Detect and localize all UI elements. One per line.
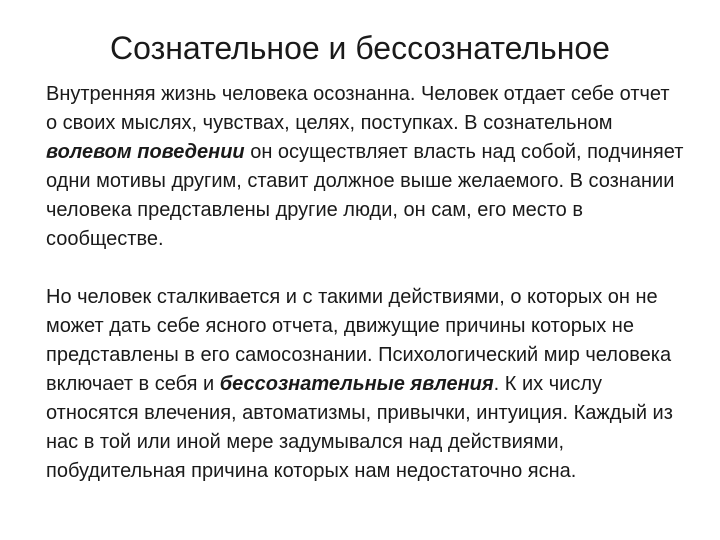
paragraph-unconscious bbox=[46, 283, 686, 486]
slide-title: Сознательное и бессознательное bbox=[110, 30, 610, 66]
paragraph-text: Внутренняя жизнь человека осознанна. Человек отдает себе отчет о своих мыслях, чувствах, целях, поступках. В сознательном bbox=[46, 83, 670, 134]
paragraph-conscious bbox=[46, 80, 686, 254]
paragraph-text: . К их числу относятся влечения, автоматизмы, привычки, интуиция. Каждый из нас в той или иной мере задумывался над действиями, побудительная причина которых нам недостаточно ясна. bbox=[46, 373, 673, 482]
paragraph-text: он осуществляет власть над собой, подчиняет одни мотивы другим, ставит должное выше желаемого. В сознании человека представлены другие люди, он сам, его место в сообществе. bbox=[46, 141, 684, 250]
emphasis-unconscious-phenomena: бессознательные явления bbox=[219, 373, 494, 395]
slide-body bbox=[46, 80, 686, 486]
paragraph-text: Но человек сталкивается и с такими действиями, о которых он не может дать себе ясного отчета, движущие причины которых не представлены в его самосознании. Психологический мир человека включает в себя и bbox=[46, 286, 672, 395]
emphasis-volitional-behavior: волевом поведении bbox=[46, 141, 245, 163]
